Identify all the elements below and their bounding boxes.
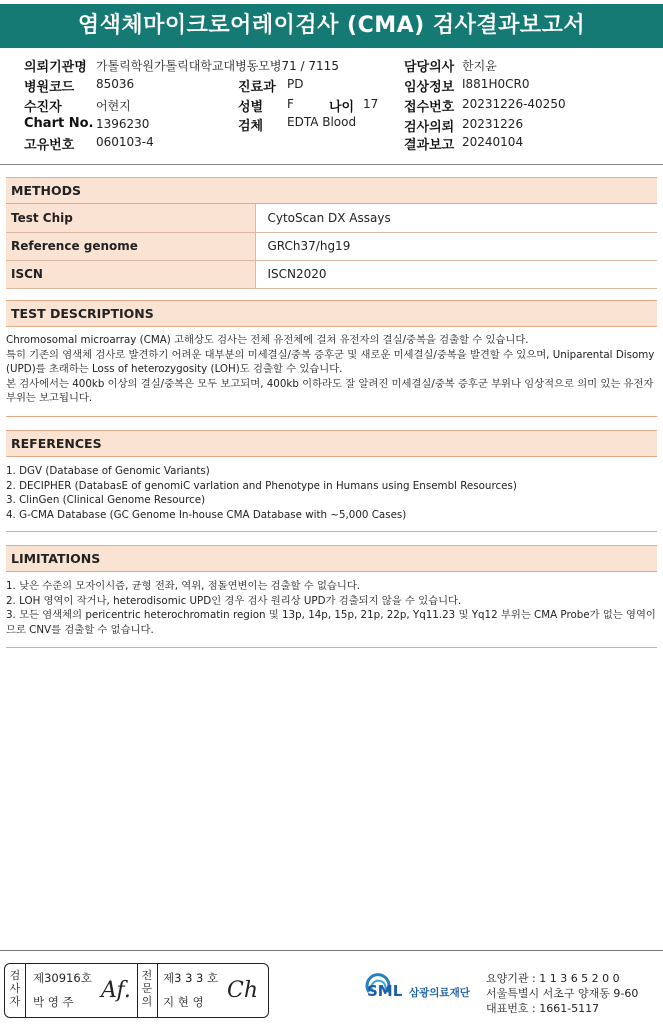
- request-value: 20231226: [462, 117, 524, 131]
- clinical-label: 임상정보: [404, 80, 455, 95]
- org-info: [486, 971, 638, 1016]
- sex-value: F: [287, 97, 294, 111]
- report-label: 결과보고: [404, 138, 455, 153]
- descriptions-body: [6, 327, 657, 406]
- specialist-name: 지 현 영: [163, 995, 204, 1009]
- limitations-heading: LIMITATIONS: [6, 545, 657, 572]
- list-item: 4. G-CMA Database (GC Genome In-house CMA Database with ~5,000 Cases): [6, 508, 407, 521]
- sex-label: 성별: [238, 100, 264, 115]
- unique-label: 고유번호: [24, 138, 75, 153]
- examiner-name: 박 영 주: [33, 995, 74, 1009]
- methods-value: CytoScan DX Assays: [255, 204, 657, 232]
- footer-divider: [0, 950, 663, 951]
- logo-org: 삼광의료재단: [409, 987, 470, 999]
- section-divider: [6, 647, 657, 648]
- dept-label: 진료과: [238, 80, 276, 95]
- list-item: 3. 모든 염색체의 pericentric heterochromatin region 및 13p, 14p, 15p, 21p, 22p, Yq11.23 및 Yq12 부위는 CMA Probe가 없는 영역이므로 CNV를 검출할 수 없습니다.: [6, 609, 656, 636]
- code-label: 병원코드: [24, 80, 75, 95]
- request-label: 검사의뢰: [404, 120, 455, 135]
- report-title: 염색체마이크로어레이검사 (CMA) 검사결과보고서: [0, 4, 663, 48]
- specialist-license: 제3 3 3 호: [163, 971, 219, 985]
- specimen-label: 검체: [238, 119, 264, 134]
- references-body: [6, 457, 657, 522]
- logo-text: SML: [367, 982, 403, 1000]
- clinical-value: I881H0CR0: [462, 77, 530, 91]
- methods-value: GRCh37/hg19: [255, 232, 657, 260]
- list-item: 2. DECIPHER (DatabasE of genomiC varIation and Phenotype in Humans using Ensembl Resources): [6, 479, 517, 492]
- doctor-value: 한지윤: [462, 59, 497, 73]
- limitations-section: [6, 545, 657, 648]
- patient-info: [0, 52, 663, 166]
- hospital-label: 의뢰기관명: [24, 60, 87, 75]
- specimen-value: EDTA Blood: [287, 115, 357, 129]
- chart-value: 1396230: [96, 117, 150, 131]
- age-label: 나이: [329, 100, 355, 115]
- descriptions-section: [6, 300, 657, 417]
- examiner-signature: Af.: [101, 978, 131, 1003]
- receipt-label: 접수번호: [404, 100, 455, 115]
- methods-section: [6, 177, 657, 289]
- methods-value: ISCN2020: [255, 260, 657, 288]
- methods-key: ISCN: [6, 260, 255, 288]
- list-item: 1. 낮은 수준의 모자이시즘, 균형 전좌, 역위, 점돌연변이는 검출할 수 없습니다.: [6, 580, 361, 592]
- org-code: 요양기관 : 1 1 3 6 5 2 0 0: [486, 972, 620, 985]
- receipt-value: 20231226-40250: [462, 97, 566, 111]
- list-item: 3. ClinGen (Clinical Genome Resource): [6, 494, 206, 506]
- patient-label: 수진자: [24, 100, 62, 115]
- hospital-value: 가톨릭학원가톨릭대학교대병동모병71 / 7115: [96, 59, 339, 73]
- methods-table: [6, 204, 657, 289]
- specialist-signature: Ch: [227, 978, 259, 1003]
- signature-separator: [25, 964, 26, 1017]
- table-row: [6, 260, 657, 288]
- sml-logo: [365, 970, 485, 1010]
- signature-box: [4, 963, 269, 1018]
- doctor-label: 담당의사: [404, 60, 455, 75]
- limitations-body: [6, 572, 657, 637]
- examiner-label: 검 사 자: [9, 969, 21, 1008]
- description-line: Chromosomal microarray (CMA) 고해상도 검사는 전체 유전체에 걸쳐 유전자의 결실/중복을 검출할 수 있습니다.: [6, 334, 529, 346]
- list-item: 1. DGV (Database of Genomic Variants): [6, 465, 210, 477]
- list-item: 2. LOH 영역이 작거나, heterodisomic UPD인 경우 검사 원리상 UPD가 검출되지 않을 수 있습니다.: [6, 594, 462, 607]
- table-row: [6, 232, 657, 260]
- info-divider: [0, 164, 663, 165]
- section-divider: [6, 416, 657, 417]
- section-divider: [6, 531, 657, 532]
- signature-separator: [137, 964, 138, 1017]
- dept-value: PD: [287, 77, 304, 91]
- org-phone: 대표번호 : 1661-5117: [486, 1002, 600, 1015]
- examiner-license: 제30916호: [33, 971, 92, 985]
- report-value: 20240104: [462, 135, 524, 149]
- descriptions-heading: TEST DESCRIPTIONS: [6, 300, 657, 327]
- description-line: 본 검사에서는 400kb 이상의 결실/중복은 모두 보고되며, 400kb 이하라도 잘 알려진 미세결실/중복 증후군 부위나 임상적으로 의미 있는 유전자 부위는 보고됩니다.: [6, 377, 654, 404]
- specialist-label: 전 문 의: [141, 969, 153, 1008]
- references-section: [6, 430, 657, 532]
- methods-heading: METHODS: [6, 177, 657, 204]
- signature-separator: [157, 964, 158, 1017]
- code-value: 85036: [96, 77, 135, 91]
- methods-key: Reference genome: [6, 232, 255, 260]
- patient-value: 어현지: [96, 99, 131, 113]
- org-address: 서울특별시 서초구 양재동 9-60: [486, 987, 639, 1000]
- references-heading: REFERENCES: [6, 430, 657, 457]
- chart-label: Chart No.: [24, 116, 94, 131]
- table-row: [6, 204, 657, 232]
- description-line: 특히 기존의 염색체 검사로 발견하기 어려운 대부분의 미세결실/중복 증후군 및 새로운 미세결실/중복을 발견할 수 있으며, Uniparental Disomy (UPD)를 초래하는 Loss of heterozygosity (LOH)도 검출할 수 있습니다.: [6, 348, 655, 375]
- age-value: 17: [363, 97, 379, 111]
- unique-value: 060103-4: [96, 135, 154, 149]
- methods-key: Test Chip: [6, 204, 255, 232]
